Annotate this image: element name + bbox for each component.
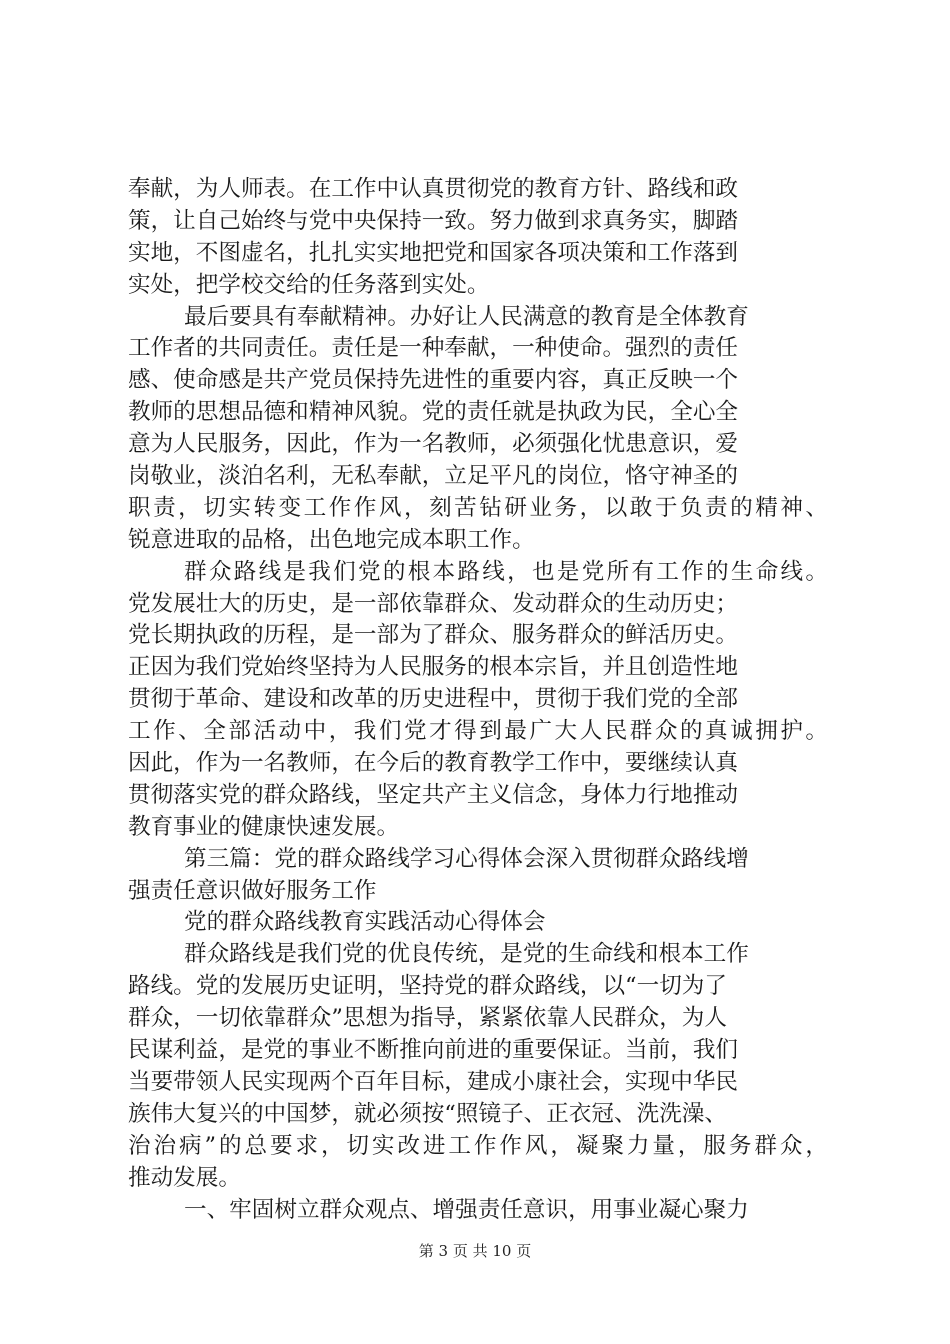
text-line: 推动发展。 [128, 1164, 241, 1191]
text-line: 当要带领人民实现两个百年目标，建成小康社会，实现中华民 [128, 1068, 739, 1095]
text-line: 一、牢固树立群众观点、增强责任意识，用事业凝心聚力 [184, 1196, 749, 1223]
text-line: 党发展壮大的历史，是一部依靠群众、发动群众的生动历史； [128, 590, 739, 617]
text-line: 贯彻于革命、建设和改革的历史进程中，贯彻于我们党的全部 [128, 686, 739, 713]
text-line: 强责任意识做好服务工作 [128, 877, 377, 904]
text-line: 最后要具有奉献精神。办好让人民满意的教育是全体教育 [184, 303, 749, 330]
text-line: 教师的思想品德和精神风貌。党的责任就是执政为民，全心全 [128, 399, 739, 426]
text-line: 工作者的共同责任。责任是一种奉献，一种使命。强烈的责任 [128, 335, 739, 362]
document-body [128, 174, 831, 1226]
text-line: 意为人民服务，因此，作为一名教师，必须强化忧患意识，爱 [128, 431, 739, 458]
text-line: 职责，切实转变工作作风，刻苦钻研业务，以敢于负责的精神、 [128, 494, 831, 521]
text-line: 因此，作为一名教师，在今后的教育教学工作中，要继续认真 [128, 750, 739, 777]
page-footer: 第 3 页 共 10 页 [418, 1242, 532, 1260]
text-line: 族伟大复兴的中国梦，就必须按“照镜子、正衣冠、洗洗澡、 [128, 1100, 727, 1127]
text-line: 第三篇：党的群众路线学习心得体会深入贯彻群众路线增 [184, 845, 749, 872]
text-line: 党长期执政的历程，是一部为了群众、服务群众的鲜活历史。 [128, 622, 739, 649]
text-line: 党的群众路线教育实践活动心得体会 [184, 909, 546, 936]
text-line: 正因为我们党始终坚持为人民服务的根本宗旨，并且创造性地 [128, 654, 739, 681]
text-line: 路线。党的发展历史证明，坚持党的群众路线，以“一切为了 [128, 973, 727, 1000]
text-line: 策，让自己始终与党中央保持一致。努力做到求真务实，脚踏 [128, 207, 739, 234]
text-line: 教育事业的健康快速发展。 [128, 813, 400, 840]
text-line: 群众路线是我们党的根本路线，也是党所有工作的生命线。 [184, 558, 831, 585]
text-line: 群众路线是我们党的优良传统，是党的生命线和根本工作 [184, 941, 749, 968]
text-line: 实地，不图虚名，扎扎实实地把党和国家各项决策和工作落到 [128, 239, 739, 266]
text-line: 工作、全部活动中，我们党才得到最广大人民群众的真诚拥护。 [128, 718, 831, 745]
text-line: 感、使命感是共产党员保持先进性的重要内容，真正反映一个 [128, 367, 739, 394]
text-line: 锐意进取的品格，出色地完成本职工作。 [128, 526, 535, 553]
text-line: 奉献，为人师表。在工作中认真贯彻党的教育方针、路线和政 [128, 176, 739, 202]
text-line: 岗敬业，淡泊名利，无私奉献，立足平凡的岗位，恪守神圣的 [128, 463, 739, 490]
text-line: 群众，一切依靠群众”思想为指导，紧紧依靠人民群众，为人 [128, 1005, 727, 1032]
text-line: 贯彻落实党的群众路线，坚定共产主义信念，身体力行地推动 [128, 781, 739, 808]
text-line: 实处，把学校交给的任务落到实处。 [128, 271, 490, 298]
text-line: 民谋利益，是党的事业不断推向前进的重要保证。当前，我们 [128, 1037, 739, 1064]
text-line: 治治病”的总要求，切实改进工作作风，凝聚力量，服务群众， [128, 1132, 831, 1159]
